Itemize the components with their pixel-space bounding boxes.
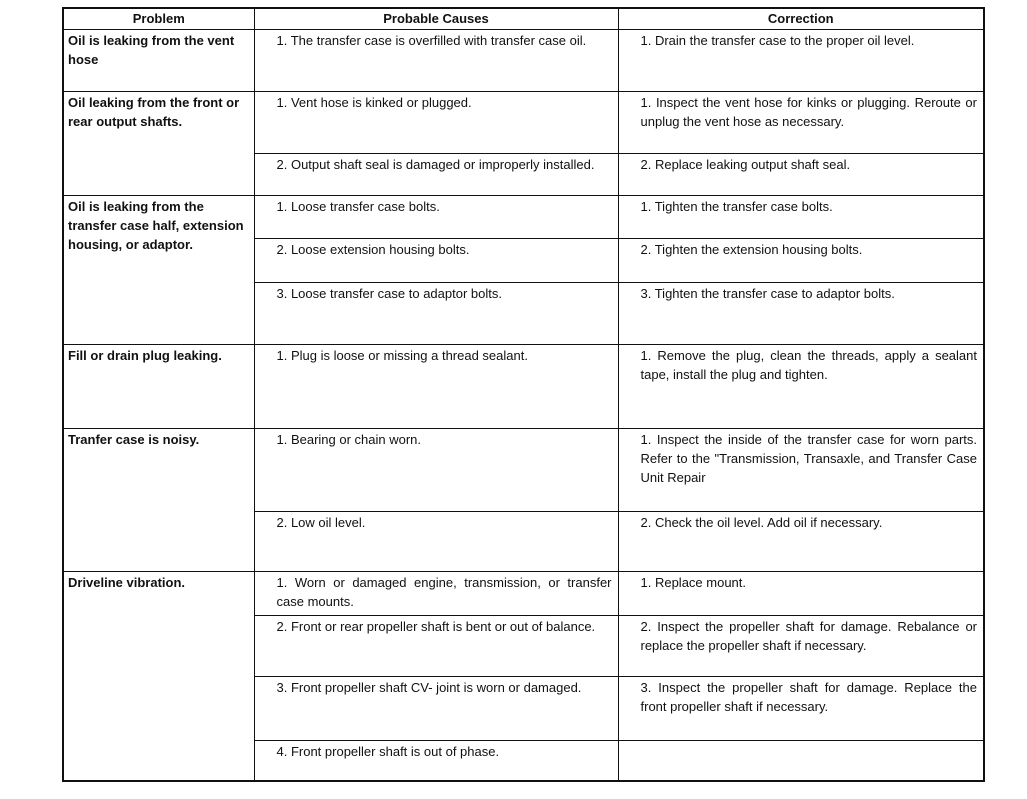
entry-text: 1. Plug is loose or missing a thread sealant. (276, 348, 528, 363)
entry-text: 2. Loose extension housing bolts. (276, 242, 470, 257)
cause-cell (254, 154, 618, 196)
entry-text: 3. Tighten the transfer case to adaptor bolts. (640, 286, 895, 301)
correction-cell (618, 30, 984, 92)
numbered-entry (277, 513, 612, 532)
correction-cell (618, 239, 984, 283)
correction-cell (618, 512, 984, 572)
numbered-entry (641, 430, 978, 487)
problem-cell: Oil is leaking from the transfer case half, extension housing, or adaptor. (63, 196, 254, 345)
entry-text: 2. Front or rear propeller shaft is bent or out of balance. (276, 619, 596, 634)
numbered-entry (277, 284, 612, 303)
entry-text: 2. Output shaft seal is damaged or improperly installed. (276, 157, 595, 172)
entry-text: 2. Tighten the extension housing bolts. (640, 242, 863, 257)
entry-text: 1. Inspect the vent hose for kinks or plugging. Reroute or unplug the vent hose as necessary. (640, 95, 977, 129)
table-row (63, 345, 984, 429)
numbered-entry (641, 513, 978, 532)
cause-cell (254, 677, 618, 741)
cause-cell (254, 239, 618, 283)
numbered-entry (641, 93, 978, 131)
correction-cell (618, 154, 984, 196)
header-problem: Problem (63, 8, 254, 30)
numbered-entry (277, 31, 612, 50)
cause-cell (254, 741, 618, 781)
numbered-entry (277, 93, 612, 112)
entry-text: 1. Loose transfer case bolts. (276, 199, 440, 214)
cause-cell (254, 92, 618, 154)
numbered-entry (641, 284, 978, 303)
numbered-entry (277, 573, 612, 611)
table-row (63, 92, 984, 154)
cause-cell (254, 572, 618, 616)
entry-text: 1. Remove the plug, clean the threads, apply a sealant tape, install the plug and tighten. (640, 348, 977, 382)
header-probable-causes: Probable Causes (254, 8, 618, 30)
correction-cell (618, 677, 984, 741)
cause-cell (254, 345, 618, 429)
numbered-entry (277, 155, 612, 174)
numbered-entry (277, 197, 612, 216)
entry-text: 3. Loose transfer case to adaptor bolts. (276, 286, 502, 301)
correction-cell (618, 283, 984, 345)
entry-text: 3. Front propeller shaft CV- joint is worn or damaged. (276, 680, 582, 695)
entry-text: 3. Inspect the propeller shaft for damage. Replace the front propeller shaft if necessary. (640, 680, 977, 714)
entry-text: 1. Vent hose is kinked or plugged. (276, 95, 472, 110)
header-correction: Correction (618, 8, 984, 30)
correction-cell (618, 429, 984, 512)
entry-text: 2. Replace leaking output shaft seal. (640, 157, 851, 172)
cause-cell (254, 616, 618, 677)
numbered-entry (641, 573, 978, 592)
entry-text: 1. Worn or damaged engine, transmission, or transfer case mounts. (276, 575, 612, 609)
entry-text: 1. Drain the transfer case to the proper oil level. (640, 33, 915, 48)
correction-cell (618, 741, 984, 781)
header-row (63, 8, 984, 30)
numbered-entry (641, 155, 978, 174)
correction-cell (618, 92, 984, 154)
correction-cell (618, 572, 984, 616)
numbered-entry (641, 617, 978, 655)
cause-cell (254, 512, 618, 572)
numbered-entry (641, 197, 978, 216)
table-row (63, 196, 984, 239)
troubleshooting-table (62, 7, 985, 782)
numbered-entry (277, 430, 612, 449)
table-row (63, 429, 984, 512)
numbered-entry (277, 678, 612, 697)
numbered-entry (277, 742, 612, 761)
correction-cell (618, 196, 984, 239)
cause-cell (254, 283, 618, 345)
numbered-entry (641, 346, 978, 384)
numbered-entry (641, 240, 978, 259)
cause-cell (254, 30, 618, 92)
problem-cell: Oil leaking from the front or rear output shafts. (63, 92, 254, 196)
entry-text: 4. Front propeller shaft is out of phase. (276, 744, 500, 759)
numbered-entry (277, 240, 612, 259)
numbered-entry (641, 678, 978, 716)
entry-text: 1. Tighten the transfer case bolts. (640, 199, 833, 214)
numbered-entry (277, 617, 612, 636)
numbered-entry (277, 346, 612, 365)
entry-text: 1. The transfer case is overfilled with transfer case oil. (276, 33, 587, 48)
table-row (63, 572, 984, 616)
entry-text: 2. Check the oil level. Add oil if necessary. (640, 515, 883, 530)
entry-text: 2. Inspect the propeller shaft for damage. Rebalance or replace the propeller shaft if necessary. (640, 619, 977, 653)
table-row (63, 30, 984, 92)
cause-cell (254, 196, 618, 239)
problem-cell: Oil is leaking from the vent hose (63, 30, 254, 92)
entry-text: 2. Low oil level. (276, 515, 366, 530)
problem-cell: Fill or drain plug leaking. (63, 345, 254, 429)
cause-cell (254, 429, 618, 512)
entry-text: 1. Replace mount. (640, 575, 747, 590)
entry-text: 1. Inspect the inside of the transfer case for worn parts. Refer to the "Transmission, Transaxle, and Transfer Case Unit Repair (640, 432, 977, 485)
problem-cell: Tranfer case is noisy. (63, 429, 254, 572)
entry-text: 1. Bearing or chain worn. (276, 432, 422, 447)
numbered-entry (641, 31, 978, 50)
correction-cell (618, 616, 984, 677)
problem-cell: Driveline vibration. (63, 572, 254, 781)
correction-cell (618, 345, 984, 429)
